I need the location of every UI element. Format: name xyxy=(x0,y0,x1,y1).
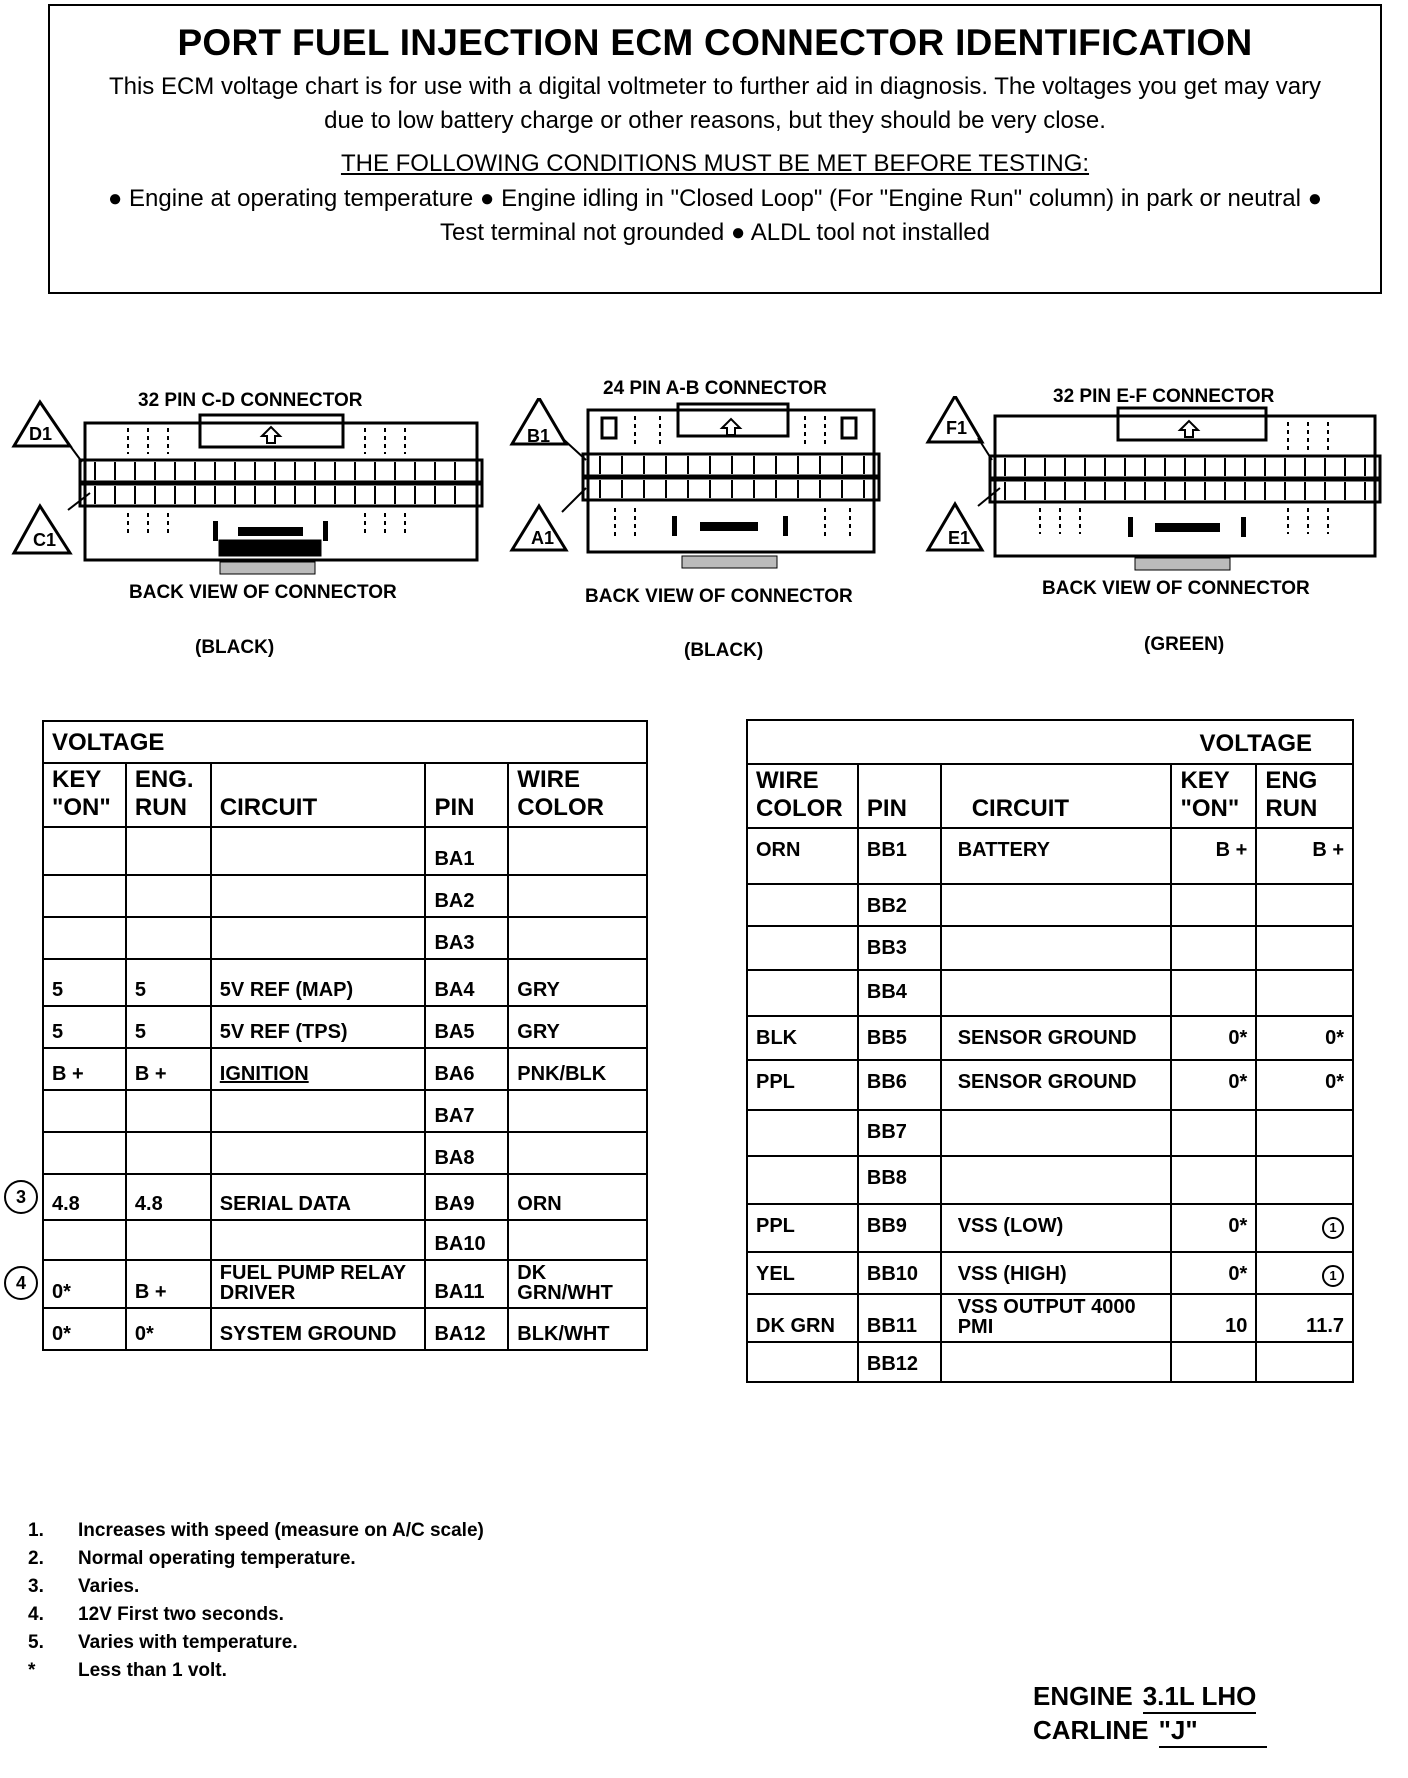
note-marker-icon: 1 xyxy=(1322,1265,1344,1287)
table-row xyxy=(747,1156,1353,1204)
cell-circuit xyxy=(941,926,1172,970)
footnote-item: 2. Normal operating temperature. xyxy=(28,1548,356,1569)
connector-color: (BLACK) xyxy=(684,640,764,661)
cell-eng-run: 5 xyxy=(126,959,211,1006)
cell-eng-run: B + xyxy=(1256,828,1353,884)
cell-wire-color xyxy=(747,1156,858,1204)
back-view-label: BACK VIEW OF CONNECTOR xyxy=(585,586,853,607)
table-row xyxy=(43,1174,647,1220)
table-row xyxy=(747,828,1353,884)
cell-wire-color: GRY xyxy=(508,959,647,1006)
cell-wire-color xyxy=(508,1132,647,1174)
cell-pin: BA8 xyxy=(425,1132,508,1174)
col-circuit: CIRCUIT xyxy=(941,764,1172,828)
connector-ef-diagram xyxy=(920,396,1400,596)
cell-circuit xyxy=(211,917,426,959)
cell-pin: BA3 xyxy=(425,917,508,959)
note-marker-icon: 4 xyxy=(4,1266,38,1300)
col-eng-run: ENG RUN xyxy=(1256,764,1353,828)
cell-key-on: B + xyxy=(43,1048,126,1090)
page-title: PORT FUEL INJECTION ECM CONNECTOR IDENTIFICATION xyxy=(177,22,1253,63)
cell-eng-run xyxy=(1256,1204,1353,1252)
footnote-item: 3. Varies. xyxy=(28,1576,140,1597)
cell-eng-run xyxy=(1256,884,1353,926)
table-row xyxy=(747,970,1353,1016)
cell-pin: BB12 xyxy=(858,1342,941,1382)
cell-wire-color: PPL xyxy=(747,1204,858,1252)
table-row xyxy=(747,1294,1353,1342)
cell-pin: BA9 xyxy=(425,1174,508,1220)
cell-eng-run xyxy=(126,1132,211,1174)
cell-wire-color: DK GRN/WHT xyxy=(508,1260,647,1308)
voltage-header: VOLTAGE xyxy=(43,721,647,763)
cell-wire-color: ORN xyxy=(508,1174,647,1220)
carline-label: CARLINE xyxy=(1033,1715,1149,1745)
cell-circuit xyxy=(211,1132,426,1174)
cell-wire-color xyxy=(747,926,858,970)
footnote-item: 1. Increases with speed (measure on A/C scale) xyxy=(28,1520,484,1541)
cell-eng-run xyxy=(1256,926,1353,970)
col-pin: PIN xyxy=(858,764,941,828)
pin-label-e1: E1 xyxy=(948,528,971,548)
cell-pin: BB9 xyxy=(858,1204,941,1252)
cell-circuit xyxy=(211,1220,426,1260)
cell-circuit: SENSOR GROUND xyxy=(941,1060,1172,1110)
cell-wire-color: ORN xyxy=(747,828,858,884)
conditions-text: ● Engine at operating temperature ● Engine idling in "Closed Loop" (For "Engine Run" column) in park or neutral ● Test terminal not grounded ● ALDL tool not installed xyxy=(107,185,1323,246)
connector-ab-diagram xyxy=(500,398,900,598)
cell-wire-color: PPL xyxy=(747,1060,858,1110)
cell-pin: BB8 xyxy=(858,1156,941,1204)
engine-info xyxy=(1033,1680,1267,1748)
table-row xyxy=(747,1204,1353,1252)
cell-circuit xyxy=(941,1342,1172,1382)
table-row xyxy=(43,1132,647,1174)
intro-text: This ECM voltage chart is for use with a digital voltmeter to further aid in diagnosis. The voltages you get may vary due to low battery charge or other reasons, but they should be very close. xyxy=(108,73,1322,134)
connector-ef xyxy=(920,378,1408,658)
carline-value: "J" xyxy=(1159,1714,1267,1748)
engine-value: 3.1L LHO xyxy=(1143,1680,1257,1714)
cell-key-on xyxy=(43,827,126,875)
cell-pin: BB11 xyxy=(858,1294,941,1342)
cell-wire-color: BLK xyxy=(747,1016,858,1060)
voltage-table-ba xyxy=(42,720,648,1351)
cell-wire-color xyxy=(747,1110,858,1156)
cell-pin: BA12 xyxy=(425,1308,508,1350)
cell-key-on: 4.8 xyxy=(43,1174,126,1220)
connector-cd xyxy=(0,380,490,660)
cell-circuit: SERIAL DATA xyxy=(211,1174,426,1220)
cell-pin: BB2 xyxy=(858,884,941,926)
cell-key-on xyxy=(1171,1110,1256,1156)
pin-label-c1: C1 xyxy=(33,530,57,550)
table-row xyxy=(747,926,1353,970)
cell-eng-run: 0* xyxy=(1256,1016,1353,1060)
header-box xyxy=(48,4,1382,294)
cell-pin: BB4 xyxy=(858,970,941,1016)
table-row xyxy=(43,959,647,1006)
cell-circuit: IGNITION xyxy=(211,1048,426,1090)
cell-circuit: SENSOR GROUND xyxy=(941,1016,1172,1060)
voltage-header: VOLTAGE xyxy=(747,720,1353,764)
pin-label-b1: B1 xyxy=(527,426,551,446)
cell-key-on: 0* xyxy=(1171,1016,1256,1060)
cell-wire-color xyxy=(508,827,647,875)
cell-eng-run: 5 xyxy=(126,1006,211,1048)
table-row xyxy=(43,1220,647,1260)
footnotes xyxy=(28,1517,484,1685)
table-row xyxy=(43,1308,647,1350)
cell-eng-run xyxy=(126,917,211,959)
cell-eng-run xyxy=(126,1220,211,1260)
connector-title: 32 PIN E-F CONNECTOR xyxy=(1053,386,1275,407)
cell-key-on xyxy=(1171,1156,1256,1204)
cell-pin: BA6 xyxy=(425,1048,508,1090)
col-pin: PIN xyxy=(425,763,508,827)
cell-key-on: 0* xyxy=(43,1308,126,1350)
cell-circuit: 5V REF (MAP) xyxy=(211,959,426,1006)
cell-eng-run: 11.7 xyxy=(1256,1294,1353,1342)
cell-key-on xyxy=(1171,970,1256,1016)
cell-key-on xyxy=(43,1220,126,1260)
cell-pin: BB5 xyxy=(858,1016,941,1060)
cell-eng-run: B + xyxy=(126,1260,211,1308)
back-view-label: BACK VIEW OF CONNECTOR xyxy=(1042,578,1310,599)
cell-eng-run xyxy=(126,827,211,875)
table-row xyxy=(747,1252,1353,1294)
cell-circuit: VSS (HIGH) xyxy=(941,1252,1172,1294)
cell-circuit: FUEL PUMP RELAY DRIVER xyxy=(211,1260,426,1308)
cell-circuit xyxy=(941,1110,1172,1156)
col-key-on: KEY "ON" xyxy=(1171,764,1256,828)
pin-label-f1: F1 xyxy=(946,418,968,438)
cell-pin: BA4 xyxy=(425,959,508,1006)
cell-circuit xyxy=(211,1090,426,1132)
cell-eng-run xyxy=(1256,1156,1353,1204)
table-row xyxy=(43,1260,647,1308)
back-view-label: BACK VIEW OF CONNECTOR xyxy=(129,582,397,603)
connector-ab xyxy=(500,370,900,660)
cell-eng-run: B + xyxy=(126,1048,211,1090)
cell-pin: BA7 xyxy=(425,1090,508,1132)
table-row xyxy=(43,827,647,875)
cell-key-on xyxy=(43,917,126,959)
connector-title: 24 PIN A-B CONNECTOR xyxy=(603,378,827,399)
cell-key-on xyxy=(1171,926,1256,970)
table-row xyxy=(747,1060,1353,1110)
cell-key-on: 0* xyxy=(1171,1060,1256,1110)
pin-label-d1: D1 xyxy=(29,424,53,444)
cell-key-on: 0* xyxy=(43,1260,126,1308)
cell-wire-color xyxy=(508,1220,647,1260)
cell-key-on xyxy=(43,1090,126,1132)
cell-eng-run: 0* xyxy=(1256,1060,1353,1110)
col-key-on: KEY "ON" xyxy=(43,763,126,827)
connector-color: (BLACK) xyxy=(195,637,275,658)
cell-wire-color: BLK/WHT xyxy=(508,1308,647,1350)
note-marker-icon: 3 xyxy=(4,1180,38,1214)
col-wire-color: WIRE COLOR xyxy=(508,763,647,827)
cell-eng-run xyxy=(1256,970,1353,1016)
cell-circuit xyxy=(211,827,426,875)
footnote-item: 5. Varies with temperature. xyxy=(28,1632,298,1653)
connector-cd-diagram xyxy=(0,398,490,598)
cell-pin: BB3 xyxy=(858,926,941,970)
table-row xyxy=(43,1048,647,1090)
engine-label: ENGINE xyxy=(1033,1681,1133,1711)
cell-circuit: SYSTEM GROUND xyxy=(211,1308,426,1350)
col-eng-run: ENG. RUN xyxy=(126,763,211,827)
cell-eng-run xyxy=(1256,1110,1353,1156)
table-row xyxy=(747,1110,1353,1156)
cell-key-on xyxy=(43,1132,126,1174)
col-wire-color: WIRE COLOR xyxy=(747,764,858,828)
cell-key-on: 10 xyxy=(1171,1294,1256,1342)
table-row xyxy=(43,917,647,959)
cell-key-on xyxy=(43,875,126,917)
cell-wire-color xyxy=(747,884,858,926)
cell-pin: BA5 xyxy=(425,1006,508,1048)
cell-wire-color xyxy=(508,875,647,917)
cell-wire-color xyxy=(747,970,858,1016)
conditions-title: THE FOLLOWING CONDITIONS MUST BE MET BEFORE TESTING: xyxy=(340,150,1090,177)
footnote-item: * Less than 1 volt. xyxy=(28,1660,227,1681)
cell-wire-color xyxy=(508,917,647,959)
pin-label-a1: A1 xyxy=(531,528,555,548)
cell-eng-run: 4.8 xyxy=(126,1174,211,1220)
table-row xyxy=(747,1342,1353,1382)
footnote-item: 4. 12V First two seconds. xyxy=(28,1604,284,1625)
cell-pin: BB6 xyxy=(858,1060,941,1110)
cell-eng-run: 0* xyxy=(126,1308,211,1350)
cell-circuit: VSS (LOW) xyxy=(941,1204,1172,1252)
note-marker-icon: 1 xyxy=(1322,1217,1344,1239)
cell-circuit xyxy=(941,1156,1172,1204)
cell-circuit xyxy=(941,884,1172,926)
cell-wire-color: DK GRN xyxy=(747,1294,858,1342)
cell-key-on: 0* xyxy=(1171,1204,1256,1252)
table-row xyxy=(43,1090,647,1132)
cell-key-on: 5 xyxy=(43,959,126,1006)
cell-pin: BB7 xyxy=(858,1110,941,1156)
cell-key-on: B + xyxy=(1171,828,1256,884)
cell-wire-color: YEL xyxy=(747,1252,858,1294)
cell-circuit: VSS OUTPUT 4000 PMI xyxy=(941,1294,1172,1342)
cell-wire-color xyxy=(747,1342,858,1382)
cell-circuit xyxy=(211,875,426,917)
cell-key-on: 5 xyxy=(43,1006,126,1048)
voltage-table-bb xyxy=(746,719,1354,1383)
cell-pin: BA11 xyxy=(425,1260,508,1308)
cell-wire-color xyxy=(508,1090,647,1132)
cell-eng-run xyxy=(126,1090,211,1132)
cell-circuit xyxy=(941,970,1172,1016)
cell-wire-color: GRY xyxy=(508,1006,647,1048)
cell-pin: BA1 xyxy=(425,827,508,875)
cell-key-on xyxy=(1171,1342,1256,1382)
cell-eng-run xyxy=(1256,1252,1353,1294)
table-row xyxy=(747,1016,1353,1060)
cell-pin: BA10 xyxy=(425,1220,508,1260)
cell-eng-run xyxy=(126,875,211,917)
connector-title: 32 PIN C-D CONNECTOR xyxy=(138,390,363,411)
cell-key-on xyxy=(1171,884,1256,926)
cell-circuit: 5V REF (TPS) xyxy=(211,1006,426,1048)
table-row xyxy=(747,884,1353,926)
cell-pin: BA2 xyxy=(425,875,508,917)
cell-pin: BB10 xyxy=(858,1252,941,1294)
connector-color: (GREEN) xyxy=(1144,634,1225,655)
cell-circuit: BATTERY xyxy=(941,828,1172,884)
table-row xyxy=(43,875,647,917)
cell-wire-color: PNK/BLK xyxy=(508,1048,647,1090)
cell-pin: BB1 xyxy=(858,828,941,884)
cell-key-on: 0* xyxy=(1171,1252,1256,1294)
cell-eng-run xyxy=(1256,1342,1353,1382)
table-row xyxy=(43,1006,647,1048)
col-circuit: CIRCUIT xyxy=(211,763,426,827)
